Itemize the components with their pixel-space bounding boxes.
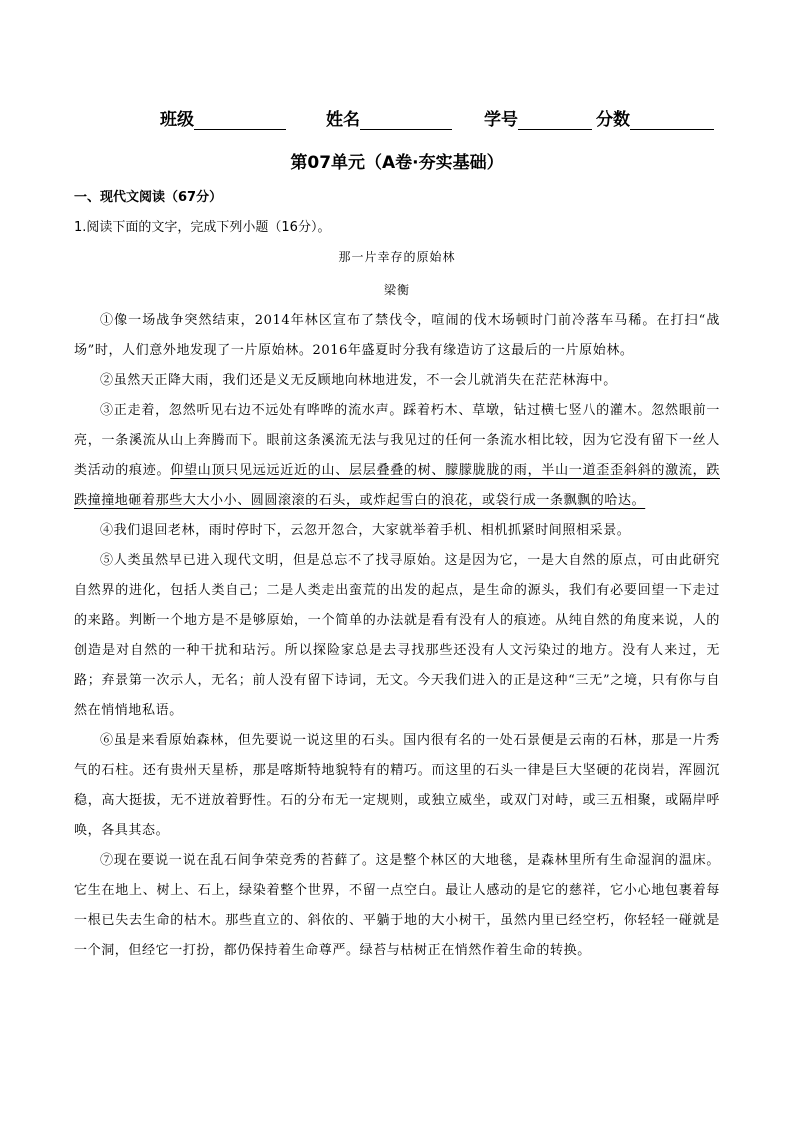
name-label: 姓名 [326, 110, 360, 130]
score-blank[interactable] [630, 111, 714, 130]
class-blank[interactable] [194, 111, 286, 130]
paragraph-3 [74, 396, 720, 516]
paragraph-3-text: ③正走着，忽然听见右边不远处有哗哗的流水声。踩着朽木、草墩，钻过横七竖八的灌木。忽然眼前一亮，一条溪流从山上奔腾而下。眼前这条溪流无法与我见过的任何一条流水相比较，因为它没有留下一丝人类活动的痕迹。 [74, 403, 720, 478]
unit-title: 第07单元（A卷·夯实基础） [290, 153, 504, 173]
name-blank[interactable] [360, 111, 452, 130]
score-label: 分数 [596, 110, 630, 130]
class-label: 班级 [160, 110, 194, 130]
paragraph-2: ②虽然天正降大雨，我们还是义无反顾地向林地进发，不一会儿就消失在茫茫林海中。 [100, 373, 617, 388]
paragraph-1: ①像一场战争突然结束，2014年林区宣布了禁伐令，喧闹的伐木场顿时门前冷落车马稀。在打扫“战场”时，人们意外地发现了一片原始林。2016年盛夏时分我有缘造访了这最后的一片原始林。 [74, 313, 720, 358]
paragraph-6: ⑥虽是来看原始森林，但先要说一说这里的石头。国内很有名的一处石景便是云南的石林，那是一片秀气的石柱。还有贵州天星桥，那是喀斯特地貌特有的精巧。而这里的石头一律是巨大坚硬的花岗岩，浑圆沉稳，高大挺拔，无不迸放着野性。石的分布无一定规则，或独立威坐，或双门对峙，或三五相聚，或隔岸呼唤，各具其态。 [74, 733, 720, 838]
question-prompt: 1.阅读下面的文字，完成下列小题（16分）。 [74, 220, 331, 235]
article-body [74, 306, 720, 966]
paragraph-4: ④我们退回老林，雨时停时下，云忽开忽合，大家就举着手机、相机抓紧时间照相采景。 [100, 523, 631, 538]
paragraph-7: ⑦现在要说一说在乱石间争荣竞秀的苔藓了。这是整个林区的大地毯，是森林里所有生命湿润的温床。它生在地上、树上、石上，绿染着整个世界，不留一点空白。最让人感动的是它的慈祥，它小心地包裹着每一根已失去生命的枯木。那些直立的、斜依的、平躺于地的大小树干，虽然内里已经空朽，你轻轻一碰就是一个洞，但经它一打扮，都仍保持着生命尊严。绿苔与枯树正在悄然作着生命的转换。 [74, 853, 720, 958]
student-id-label: 学号 [484, 110, 518, 130]
section-heading: 一、现代文阅读（67分） [74, 190, 223, 205]
article-title: 那一片幸存的原始林 [338, 250, 456, 264]
paragraph-3-underlined-text: 仰望山顶只见远远近近的山、层层叠叠的树、朦朦胧胧的雨，半山一道歪歪斜斜的激流，跌跌撞撞地砸着那些大大小小、圆圆滚滚的石头，或炸起雪白的浪花，或袋行成一条飘飘的哈达。 [74, 463, 720, 508]
student-info-line [160, 104, 720, 130]
article-author: 梁衡 [383, 283, 410, 297]
paragraph-5: ⑤人类虽然早已进入现代文明，但是总忘不了找寻原始。这是因为它，一是大自然的原点，可由此研究自然界的进化，包括人类自己；二是人类走出蛮荒的出发的起点，是生命的源头，我们有必要回望一下走过的来路。判断一个地方是不是够原始，一个简单的办法就是看有没有人的痕迹。从纯自然的角度来说，人的创造是对自然的一种干扰和玷污。所以探险家总是去寻找那些还没有人文污染过的地方。没有人来过，无路；弃景第一次示人，无名；前人没有留下诗词，无文。今天我们进入的正是这种“三无”之境，只有你与自然在悄悄地私语。 [74, 553, 720, 718]
student-id-blank[interactable] [518, 111, 592, 130]
